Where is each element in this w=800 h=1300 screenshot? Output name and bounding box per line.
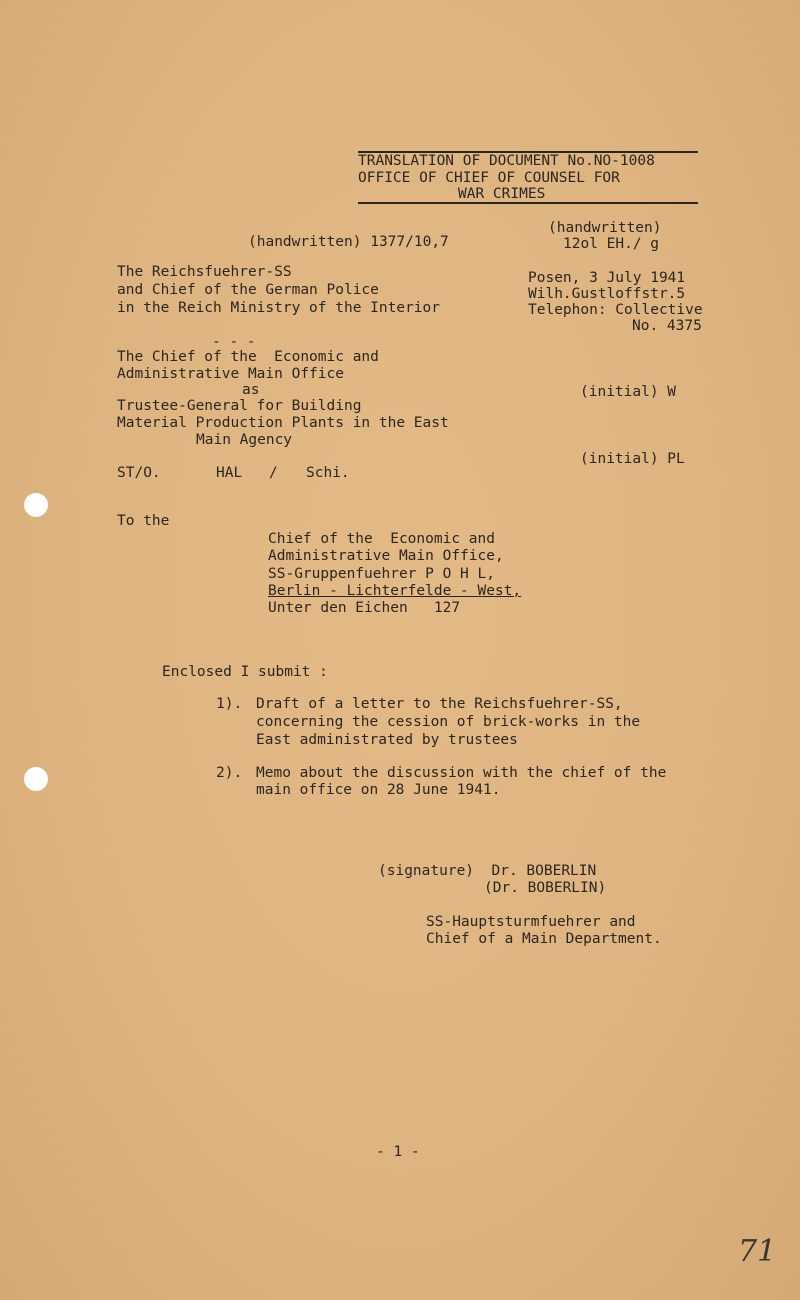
telephone: Telephon: Collective bbox=[528, 302, 703, 318]
to-label: To the bbox=[117, 513, 170, 529]
office-line-6: Main Agency bbox=[196, 432, 293, 448]
signature-line: (signature) Dr. BOBERLIN bbox=[378, 863, 597, 879]
place-date: Posen, 3 July 1941 bbox=[528, 270, 686, 286]
handwritten-code-line-1: (handwritten) bbox=[548, 220, 662, 236]
item-number: 2). bbox=[216, 765, 243, 781]
heading-line-2: OFFICE OF CHIEF OF COUNSEL FOR bbox=[358, 170, 620, 186]
item-2-line-2: main office on 28 June 1941. bbox=[256, 782, 501, 798]
item-1-line-3: East administrated by trustees bbox=[256, 732, 518, 748]
office-line-4: Trustee-General for Building bbox=[117, 398, 362, 414]
addressee-line-4: Berlin - Lichterfelde - West, bbox=[268, 583, 522, 599]
page-number: - 1 - bbox=[376, 1144, 420, 1160]
signature-title-1: SS-Hauptsturmfuehrer and bbox=[426, 914, 636, 930]
street-address: Wilh.Gustloffstr.5 bbox=[528, 286, 686, 302]
heading-bottom-rule bbox=[358, 202, 698, 204]
heading-line-1: TRANSLATION OF DOCUMENT No.NO-1008 bbox=[358, 153, 655, 169]
signature-title-2: Chief of a Main Department. bbox=[426, 931, 662, 947]
initial-w: (initial) W bbox=[580, 384, 677, 400]
reference-hal: HAL bbox=[216, 465, 243, 481]
item-1-line-1: Draft of a letter to the Reichsfuehrer-SS, bbox=[256, 696, 623, 712]
handwritten-page-number: 71 bbox=[738, 1234, 777, 1269]
office-line-1: The Chief of the Economic and bbox=[117, 349, 379, 365]
punch-hole bbox=[24, 493, 48, 517]
addressee-line-2: Administrative Main Office, bbox=[268, 548, 504, 564]
separator: - - - bbox=[212, 334, 256, 350]
office-line-5: Material Production Plants in the East bbox=[117, 415, 449, 431]
addressee-line-5: Unter den Eichen 127 bbox=[268, 600, 461, 616]
office-line-2: Administrative Main Office bbox=[117, 366, 344, 382]
addressee-line-1: Chief of the Economic and bbox=[268, 531, 495, 547]
telephone-number: No. 4375 bbox=[632, 318, 702, 334]
sender-line-3: in the Reich Ministry of the Interior bbox=[117, 300, 441, 316]
item-1-line-2: concerning the cession of brick-works in the bbox=[256, 714, 641, 730]
punch-hole bbox=[24, 767, 48, 791]
reference-code: ST/O. bbox=[117, 465, 161, 481]
office-line-3: as bbox=[242, 382, 260, 398]
item-number: 1). bbox=[216, 696, 243, 712]
signature-name: (Dr. BOBERLIN) bbox=[484, 880, 607, 896]
reference-schi: Schi. bbox=[306, 465, 350, 481]
sender-line-1: The Reichsfuehrer-SS bbox=[117, 264, 292, 280]
addressee-line-3: SS-Gruppenfuehrer P O H L, bbox=[268, 566, 495, 582]
handwritten-code-line-2: 12ol EH./ g bbox=[563, 236, 660, 252]
reference-slash: / bbox=[269, 465, 278, 481]
initial-pl: (initial) PL bbox=[580, 451, 685, 467]
heading-line-3: WAR CRIMES bbox=[458, 186, 546, 202]
sender-line-2: and Chief of the German Police bbox=[117, 282, 379, 298]
enclosed-line: Enclosed I submit : bbox=[162, 664, 328, 680]
handwritten-reference: (handwritten) 1377/10,7 bbox=[248, 234, 449, 250]
item-2-line-1: Memo about the discussion with the chief of the bbox=[256, 765, 667, 781]
